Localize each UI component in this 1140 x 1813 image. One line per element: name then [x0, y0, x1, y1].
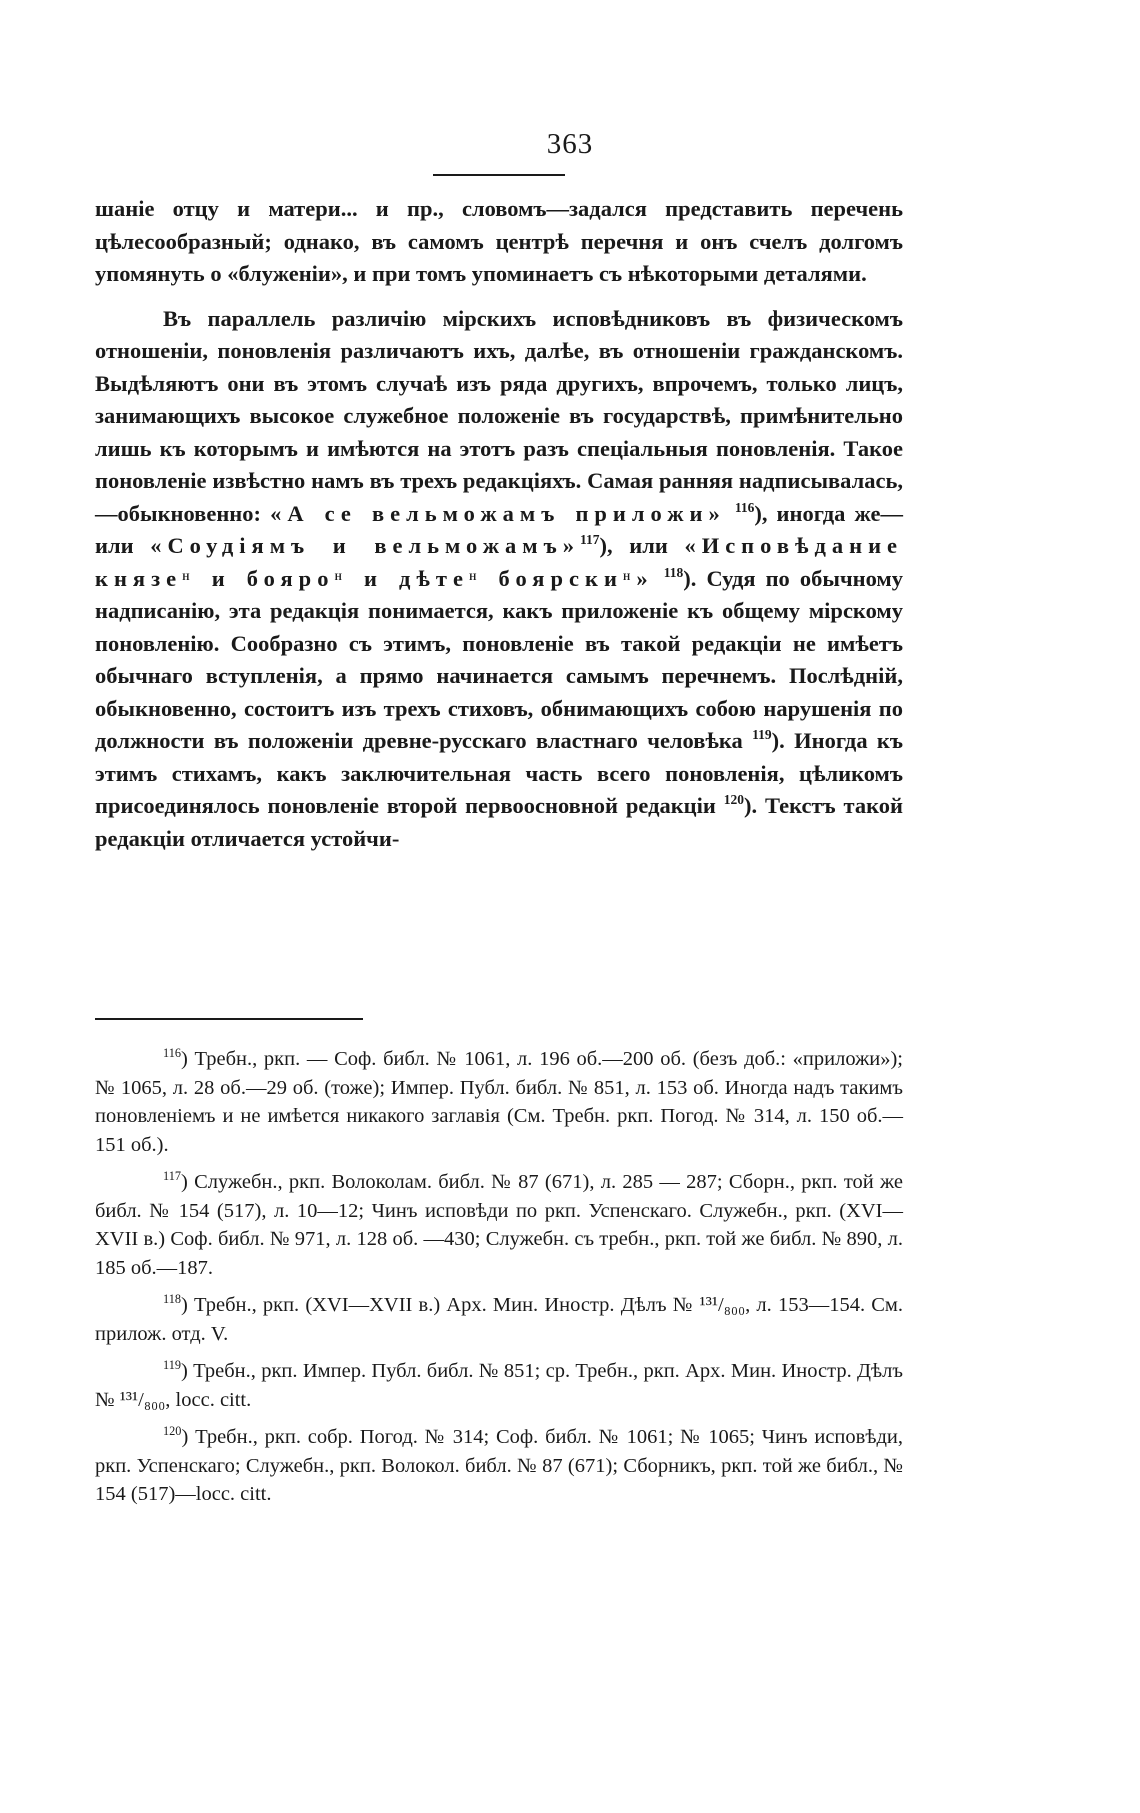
- footnote-119: $^{119}$) Требн., ркп. Импер. Публ. библ. № 851; ср. Требн., ркп. Арх. Мин. Иностр. Дѣлъ № ¹³¹/₈₀₀, locc. citt.: [95, 1358, 903, 1411]
- heading-title-3: «Исповѣдание князеᵸ и бояроᵸ и дѣтеᵸ боярскиᵸ»: [95, 533, 904, 591]
- body-text: [95, 193, 903, 855]
- footnote-ref-119[interactable]: 119: [752, 727, 772, 743]
- page-number-rule: [433, 174, 565, 176]
- footnote-fraction-top: ¹³¹: [699, 1294, 718, 1316]
- heading-title-1: «А се вельможамъ приложи»: [270, 500, 726, 526]
- paragraph-2-text: ), или: [599, 533, 668, 558]
- footnote-number: 120: [163, 1424, 182, 1439]
- footnote-separator: [95, 1018, 363, 1020]
- footnote-number: 118: [163, 1292, 181, 1307]
- paragraph-1: шаніе отцу и матери... и пр., словомъ—задался представить перечень цѣлесообразный; однако, въ самомъ центрѣ перечня и онъ счелъ долгомъ упомянуть о «блуженіи», и при томъ упоминаетъ съ нѣкоторыми деталями.: [95, 196, 903, 286]
- footnote-text: ) Требн., ркп. (XVI—XVII в.) Арх. Мин. Иностр. Дѣлъ №: [181, 1294, 694, 1316]
- footnote-text: , л. 153—154. См. прилож. отд. V.: [95, 1294, 903, 1345]
- footnote-118: $^{118}$) Требн., ркп. (XVI—XVII в.) Арх. Мин. Иностр. Дѣлъ № ¹³¹/₈₀₀, л. 153—154. См. прилож. отд. V.: [95, 1292, 903, 1345]
- paragraph-2-text: Въ параллель различію мірскихъ исповѣдниковъ въ физическомъ отношеніи, поновленія различаютъ ихъ, далѣе, въ отношеніи гражданскомъ. Выдѣляютъ они въ этомъ случаѣ изъ ряда другихъ, впрочемъ, только лицъ, занимающихъ высокое служебное положеніе въ государствѣ, примѣнительно лишь къ которымъ и имѣются на этотъ разъ спеціальныя поновленія. Такое поновленіе извѣстно намъ въ трехъ редакціяхъ. Самая ранняя надписывалась,—обыкновенно:: [95, 305, 903, 526]
- footnote-number: 116: [163, 1046, 181, 1061]
- footnote-ref-118[interactable]: 118: [663, 564, 684, 580]
- footnote-ref-117[interactable]: 117: [580, 532, 600, 548]
- paragraph-2-text: ). Текстъ такой редакціи отличается устойчи-: [95, 793, 903, 851]
- footnotes: [95, 1045, 903, 1518]
- footnote-120: [95, 1423, 903, 1509]
- page-number: 363: [546, 128, 594, 160]
- paragraph-2-text: ). Судя по обычному надписанію, эта редакція понимается, какъ приложеніе къ общему мірскому поновленію. Сообразно съ этимъ, поновленіе въ такой редакціи не имѣетъ обычнаго вступленія, а прямо начинается самымъ перечнемъ. Послѣдній, обыкновенно, состоитъ изъ трехъ стиховъ, обнимающихъ собою нарушенія по должности въ положеніи древне-русскаго властнаго человѣка: [95, 565, 903, 753]
- footnote-number: 117: [163, 1169, 181, 1184]
- footnote-116: [95, 1045, 903, 1159]
- footnote-fraction-bottom: ₈₀₀: [723, 1294, 746, 1316]
- footnote-text: ) Требн., ркп. — Соф. библ. № 1061, л. 196 об.—200 об. (безъ доб.: «приложи»); № 1065, л. 28 об.—29 об. (тоже); Импер. Публ. библ. № 851, л. 153 об. Иногда надъ такимъ поновленіемъ и не имѣется никакого заглавія (См. Требн. ркп. Погод. № 314, л. 150 об.—151 об.).: [95, 1048, 903, 1156]
- footnote-117: [95, 1168, 903, 1282]
- paragraph-2-text: ), иногда же—или: [95, 500, 904, 558]
- footnote-fraction-top: ¹³¹: [119, 1388, 139, 1411]
- paragraph-2: [95, 303, 903, 856]
- footnote-text: ) Служебн., ркп. Волоколам. библ. № 87 (671), л. 285 — 287; Сборн., ркп. той же библ. № 154 (517), л. 10—12; Чинъ исповѣди по ркп. Успенскаго. Служебн., ркп. (XVI—XVII в.) Соф. библ. № 971, л. 128 об. —430; Служебн. съ требн., ркп. той же библ. № 890, л. 185 об.—187.: [95, 1171, 903, 1279]
- footnote-text: ) Требн., ркп. Импер. Публ. библ. № 851; ср. Требн., ркп. Арх. Мин. Иностр. Дѣлъ №: [95, 1360, 903, 1411]
- heading-title-2: «Соудіямъ и вельможамъ»: [150, 533, 580, 558]
- footnote-fraction-bottom: ₈₀₀: [143, 1388, 166, 1411]
- paragraph-2-text: ). Иногда къ этимъ стихамъ, какъ заключительная часть всего поновленія, цѣликомъ присоединялось поновленіе второй первоосновной редакціи: [95, 728, 903, 818]
- footnote-number: 119: [163, 1358, 181, 1373]
- footnote-ref-120[interactable]: 120: [723, 792, 744, 808]
- footnote-ref-116[interactable]: 116: [734, 499, 755, 515]
- footnote-text: ) Требн., ркп. собр. Погод. № 314; Соф. библ. № 1061; № 1065; Чинъ исповѣди, ркп. Успенскаго; Служебн., ркп. Волокол. библ. № 87 (671); Сборникъ, ркп. той же библ., № 154 (517)—locc. citt.: [95, 1426, 903, 1505]
- footnote-text: , locc. citt.: [165, 1388, 252, 1411]
